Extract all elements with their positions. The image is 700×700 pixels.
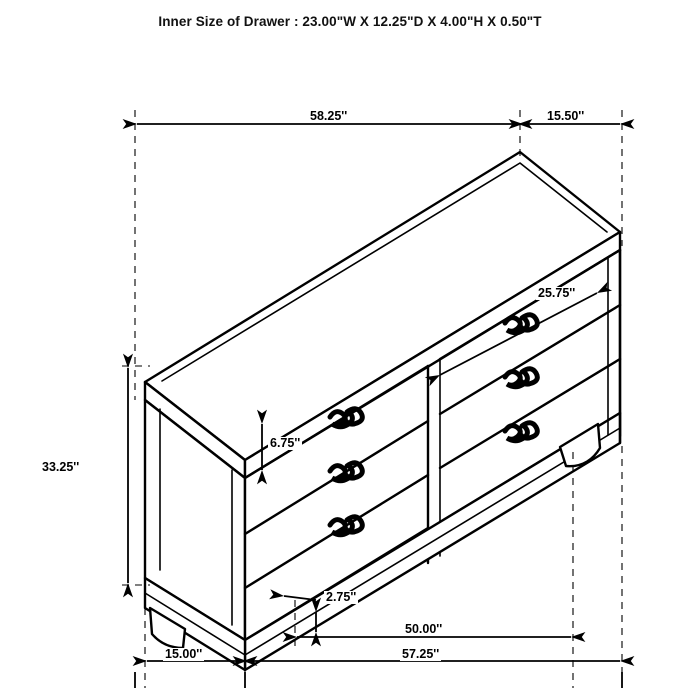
- front-overall-width-dimension: 57.25'': [402, 647, 440, 661]
- side-depth-dimension: 15.00'': [165, 647, 203, 661]
- dresser-body: [145, 152, 620, 670]
- base-moulding-height-dimension: 2.75'': [326, 590, 357, 604]
- drawer-diagonal-dimension: 25.75'': [538, 286, 576, 300]
- top-depth-width-dimension: 58.25'': [310, 109, 348, 123]
- front-inner-width-dimension: 50.00'': [405, 622, 443, 636]
- overall-height-dimension: 33.25'': [42, 460, 80, 474]
- top-right-span-dimension: 15.50'': [547, 109, 585, 123]
- drawer-face-height-dimension: 6.75'': [270, 436, 301, 450]
- page-title: Inner Size of Drawer : 23.00"W X 12.25"D X 4.00"H X 0.50"T: [158, 14, 542, 29]
